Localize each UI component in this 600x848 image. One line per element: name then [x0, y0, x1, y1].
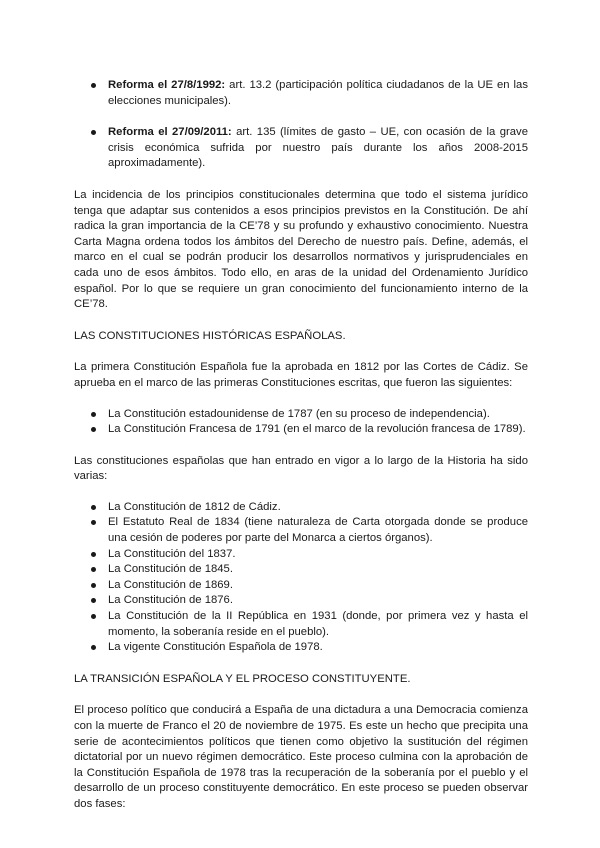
- list-item: La Constitución del 1837.: [74, 547, 528, 563]
- list-item: [74, 78, 528, 109]
- list-item: La Constitución de 1812 de Cádiz.: [74, 500, 528, 516]
- section-heading: LAS CONSTITUCIONES HISTÓRICAS ESPAÑOLAS.: [74, 329, 346, 342]
- list-item: [74, 125, 528, 172]
- list-item: La Constitución Francesa de 1791 (en el marco de la revolución francesa de 1789).: [74, 422, 528, 438]
- reform-date: Reforma el 27/09/2011:: [108, 126, 232, 139]
- list-item: La Constitución de 1876.: [74, 593, 528, 609]
- reform-date: Reforma el 27/8/1992:: [108, 79, 226, 91]
- list-item: La vigente Constitución Española de 1978.: [74, 640, 528, 656]
- primeras-constituciones-list: [74, 407, 528, 438]
- vigor-paragraph: Las constituciones españolas que han entrado en vigor a lo largo de la Historia ha sido varias:: [74, 454, 528, 483]
- list-item: El Estatuto Real de 1834 (tiene naturaleza de Carta otorgada donde se produce una cesión de poderes por parte del Monarca a ciertos órganos).: [74, 515, 528, 546]
- constituciones-espanolas-list: [74, 500, 528, 656]
- list-item: La Constitución de 1845.: [74, 562, 528, 578]
- section-heading: LA TRANSICIÓN ESPAÑOLA Y EL PROCESO CONSTITUYENTE.: [74, 672, 411, 685]
- primera-constitucion-paragraph: La primera Constitución Española fue la aprobada en 1812 por las Cortes de Cádiz. Se aprueba en el marco de las primeras Constituciones escritas, que fueron las siguientes:: [74, 361, 528, 389]
- intro-paragraph: La incidencia de los principios constitucionales determina que todo el sistema jurídico tenga que adaptar sus contenidos a esos principios previstos en la Constitución. De ahí radica la gran importancia de la CE’78 y su profundo y exhaustivo conocimiento. Nuestra Carta Magna ordena todos los ámbitos del Derecho de nuestro país. Define, además, el marco en el cual se podrán producir los desarrollos normativos y jurisprudenciales en cada uno de esos ámbitos. Todo ello, en aras de la unidad del Ordenamiento Jurídico español. Por lo que se requiere un gran conocimiento del funcionamiento interno de la CE’78.: [74, 188, 528, 311]
- list-item: La Constitución de la II República en 1931 (donde, por primera vez y hasta el momento, la soberanía reside en el pueblo).: [74, 609, 528, 640]
- reforms-list: [74, 78, 528, 172]
- proceso-paragraph: El proceso político que conducirá a España de una dictadura a una Democracia comienza con la muerte de Franco el 20 de noviembre de 1975. Es este un hecho que precipita una serie de acontecimientos políticos que tienen como objetivo la sustitución del régimen dictatorial por un nuevo régimen democrático. Este proceso culmina con la aprobación de la Constitución Española de 1978 tras la recuperación de la soberanía por el pueblo y el desarrollo de un proceso constituyente democrático. En este proceso se pueden observar dos fases:: [74, 704, 528, 810]
- reform-text: art. 135 (límites de gasto – UE, con ocasión de la grave crisis económica sufrida por nuestro país durante los años 2008-2015 aproximadamente).: [108, 126, 528, 170]
- list-item: La Constitución de 1869.: [74, 578, 528, 594]
- list-item: La Constitución estadounidense de 1787 (en su proceso de independencia).: [74, 407, 528, 423]
- reform-text: art. 13.2 (participación política ciudadanos de la UE en las elecciones municipales).: [108, 79, 528, 107]
- document-page: [74, 78, 528, 813]
